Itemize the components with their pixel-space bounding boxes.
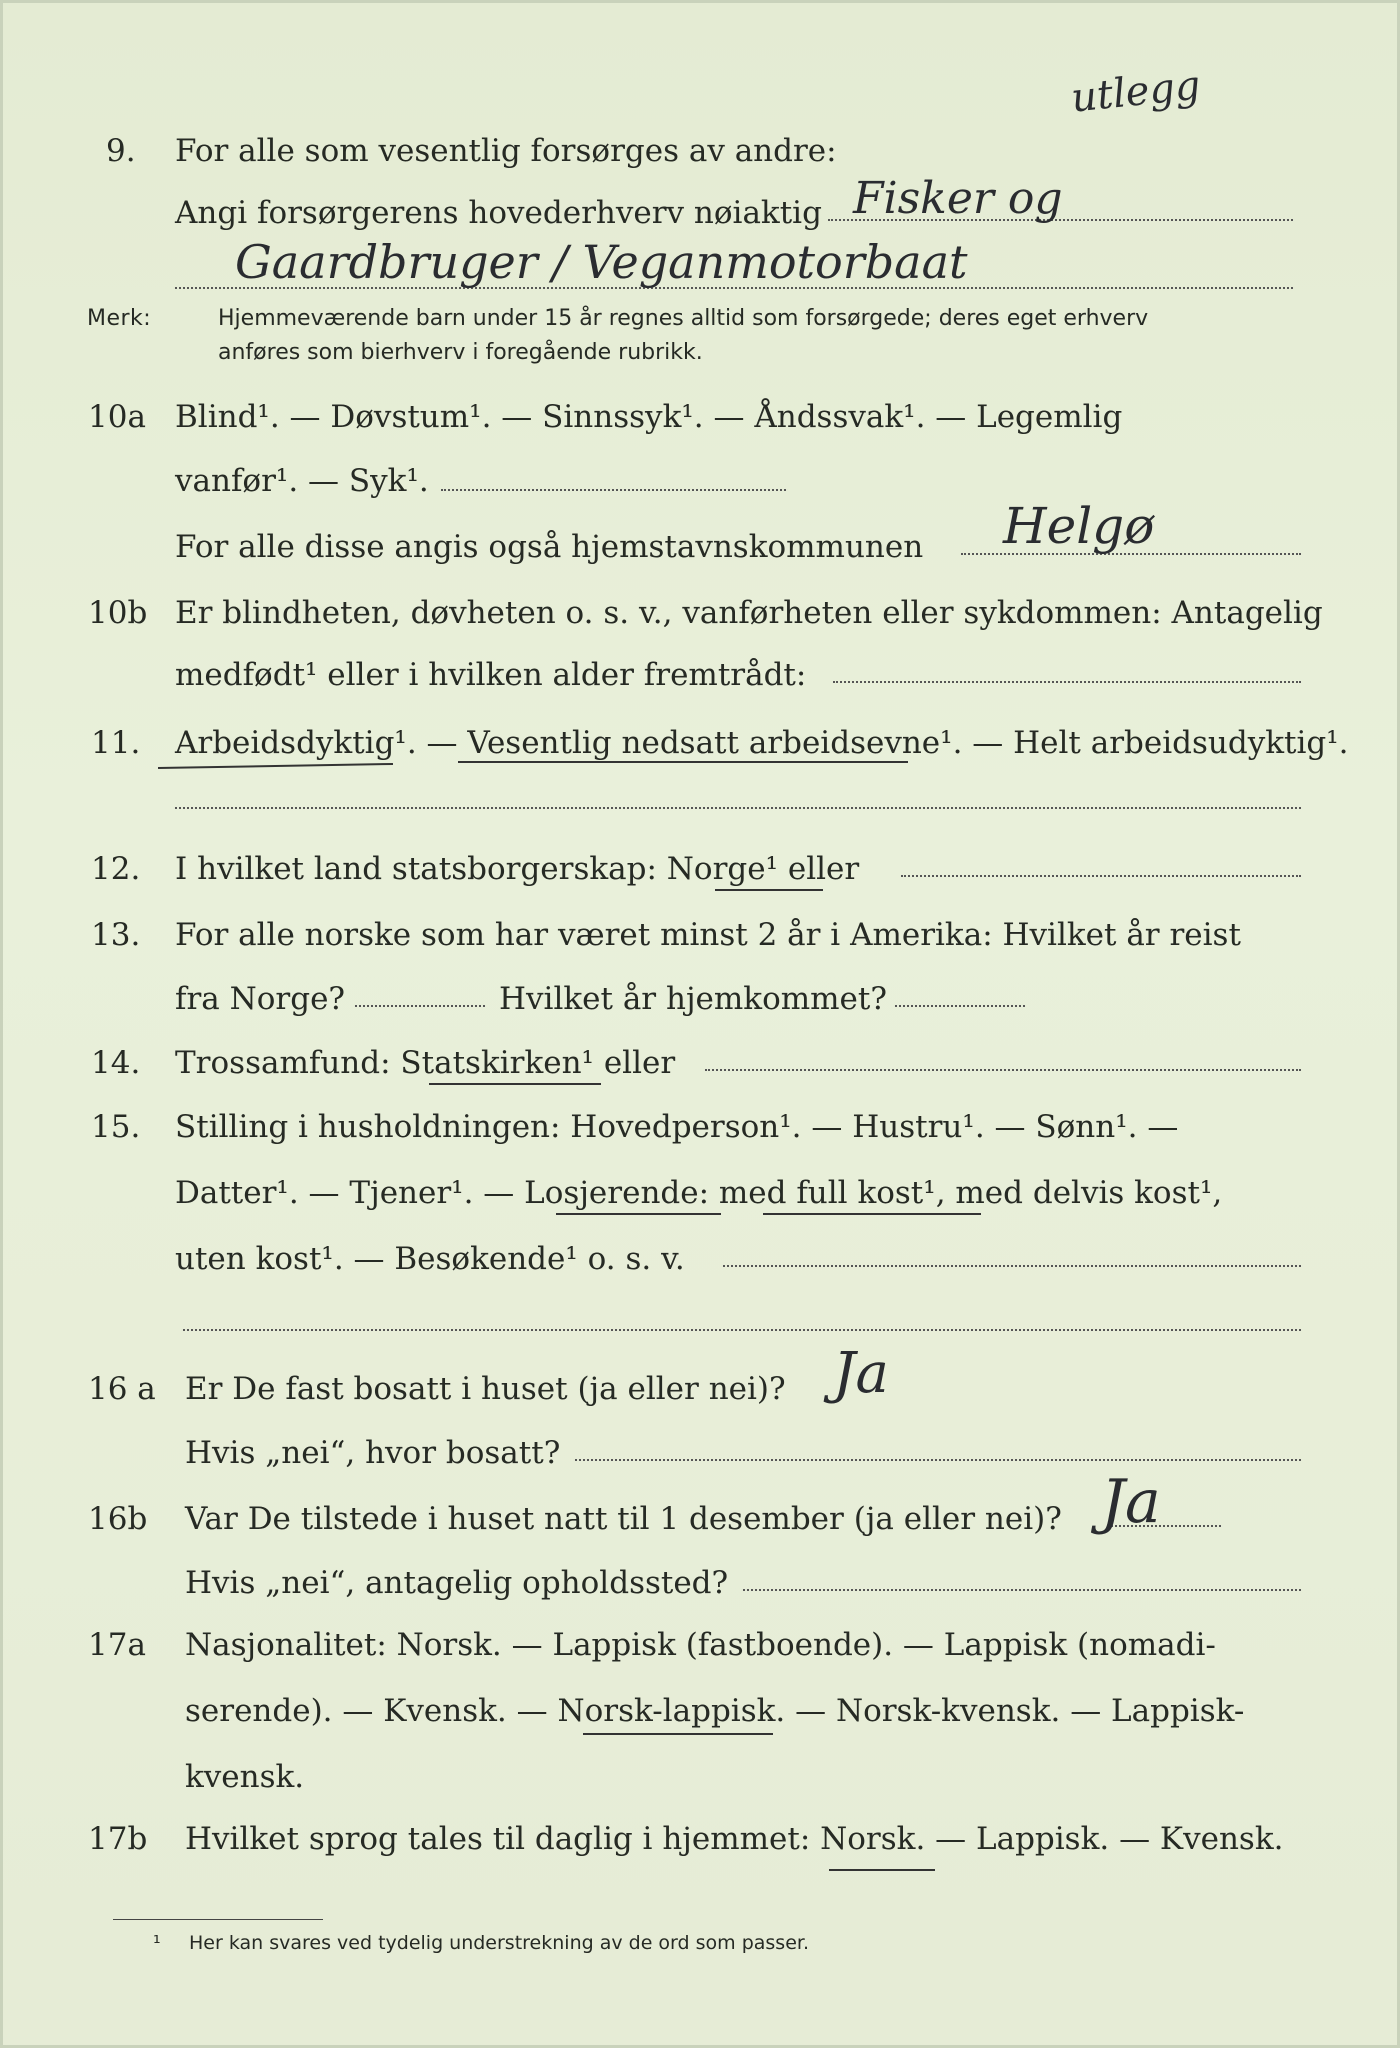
q16a-handwritten-answer: Ja bbox=[833, 1341, 889, 1406]
merk-label: Merk: bbox=[87, 306, 152, 331]
q13-line2b: Hvilket år hjemkommet? bbox=[499, 981, 887, 1017]
q14-underline-statskirken bbox=[429, 1083, 601, 1085]
q15-underline-losjerende bbox=[556, 1213, 721, 1215]
q17a-underline-norsk-lappisk bbox=[583, 1733, 773, 1735]
q13-line2a: fra Norge? bbox=[175, 981, 346, 1017]
q10a-number: 10a bbox=[88, 399, 146, 435]
q11-underline-vesentlig bbox=[458, 761, 908, 763]
q12-line1: I hvilket land statsborgerskap: Norge¹ eller bbox=[175, 851, 860, 887]
q15-line2: Datter¹. — Tjener¹. — Losjerende: med full kost¹, med delvis kost¹, bbox=[175, 1175, 1223, 1211]
q11-line1: Arbeidsdyktig¹. — Vesentlig nedsatt arbeidsevne¹. — Helt arbeidsudyktig¹. bbox=[175, 725, 1349, 761]
footnote-mark: ¹ bbox=[153, 1932, 161, 1954]
q10b-number: 10b bbox=[88, 595, 148, 631]
q9-handwritten-answer2: Gaardbruger / Veganmotorbaat bbox=[235, 235, 968, 289]
q12-number: 12. bbox=[91, 851, 141, 887]
q14-number: 14. bbox=[91, 1045, 141, 1081]
q10b-line2: medfødt¹ eller i hvilken alder fremtrådt: bbox=[175, 657, 807, 693]
q10a-handwritten-answer: Helgø bbox=[1003, 497, 1155, 555]
footnote-text: Her kan svares ved tydelig understrekning av de ord som passer. bbox=[189, 1932, 809, 1954]
q17b-number: 17b bbox=[88, 1821, 148, 1857]
q10a-syk-line bbox=[441, 489, 786, 491]
q17a-number: 17a bbox=[88, 1627, 146, 1663]
q10b-line1: Er blindheten, døvheten o. s. v., vanførheten eller sykdommen: Antagelig bbox=[175, 595, 1323, 631]
q11-underline-arbeidsdyktig bbox=[158, 763, 393, 769]
q15-line3: uten kost¹. — Besøkende¹ o. s. v. bbox=[175, 1241, 685, 1277]
q9-line1: For alle som vesentlig forsørges av andre: bbox=[175, 133, 837, 169]
merk-line2: anføres som bierhverv i foregående rubrikk. bbox=[218, 340, 703, 365]
q16b-number: 16b bbox=[88, 1501, 148, 1537]
q13-hjemkommet-line bbox=[895, 1005, 1025, 1007]
q13-line1: For alle norske som har været minst 2 år i Amerika: Hvilket år reist bbox=[175, 917, 1241, 953]
q12-answer-line bbox=[901, 875, 1301, 877]
q15-answer-line2 bbox=[183, 1329, 1301, 1331]
q15-line1: Stilling i husholdningen: Hovedperson¹. — Hustru¹. — Sønn¹. — bbox=[175, 1109, 1179, 1145]
q15-number: 15. bbox=[91, 1109, 141, 1145]
q11-number: 11. bbox=[91, 725, 141, 761]
q10a-line3: For alle disse angis også hjemstavnskommunen bbox=[175, 529, 924, 565]
q16a-line2: Hvis „nei“, hvor bosatt? bbox=[185, 1435, 561, 1471]
q17a-line1: Nasjonalitet: Norsk. — Lappisk (fastboende). — Lappisk (nomadi- bbox=[185, 1627, 1216, 1663]
q17a-line3: kvensk. bbox=[185, 1759, 305, 1795]
q11-answer-line bbox=[175, 807, 1301, 809]
q9-number: 9. bbox=[106, 133, 136, 169]
q13-reist-line bbox=[355, 1005, 485, 1007]
q14-line1: Trossamfund: Statskirken¹ eller bbox=[175, 1045, 676, 1081]
q16a-number: 16 a bbox=[88, 1371, 156, 1407]
q14-answer-line bbox=[705, 1069, 1301, 1071]
q16b-opholdssted-line bbox=[743, 1589, 1301, 1591]
q16a-answer-line bbox=[575, 1459, 1301, 1461]
q10a-line1: Blind¹. — Døvstum¹. — Sinnssyk¹. — Åndssvak¹. — Legemlig bbox=[175, 399, 1123, 435]
merk-line1: Hjemmeværende barn under 15 år regnes alltid som forsørgede; deres eget erhverv bbox=[218, 306, 1149, 331]
q16b-handwritten-answer: Ja bbox=[1101, 1467, 1161, 1537]
q16b-line2: Hvis „nei“, antagelig opholdssted? bbox=[185, 1565, 729, 1601]
q9-handwritten-top: utlegg bbox=[1068, 62, 1203, 122]
q15-answer-line bbox=[723, 1265, 1301, 1267]
q15-underline-full-kost bbox=[763, 1213, 981, 1215]
q17a-line2: serende). — Kvensk. — Norsk-lappisk. — Norsk-kvensk. — Lappisk- bbox=[185, 1693, 1245, 1729]
q17b-line1: Hvilket sprog tales til daglig i hjemmet: Norsk. — Lappisk. — Kvensk. bbox=[185, 1821, 1284, 1857]
q12-underline-norge bbox=[715, 889, 823, 891]
footnote-rule bbox=[113, 1919, 323, 1920]
q16b-line1: Var De tilstede i huset natt til 1 desember (ja eller nei)? bbox=[185, 1501, 1062, 1537]
q13-number: 13. bbox=[91, 917, 141, 953]
q9-handwritten-answer1: Fisker og bbox=[853, 173, 1063, 224]
q17b-underline-norsk bbox=[829, 1869, 935, 1871]
q10a-line2: vanfør¹. — Syk¹. bbox=[175, 463, 429, 499]
q10b-answer-line bbox=[833, 681, 1301, 683]
q16a-line1: Er De fast bosatt i huset (ja eller nei)? bbox=[185, 1371, 786, 1407]
q9-line2: Angi forsørgerens hovederhverv nøiaktig bbox=[175, 195, 822, 231]
